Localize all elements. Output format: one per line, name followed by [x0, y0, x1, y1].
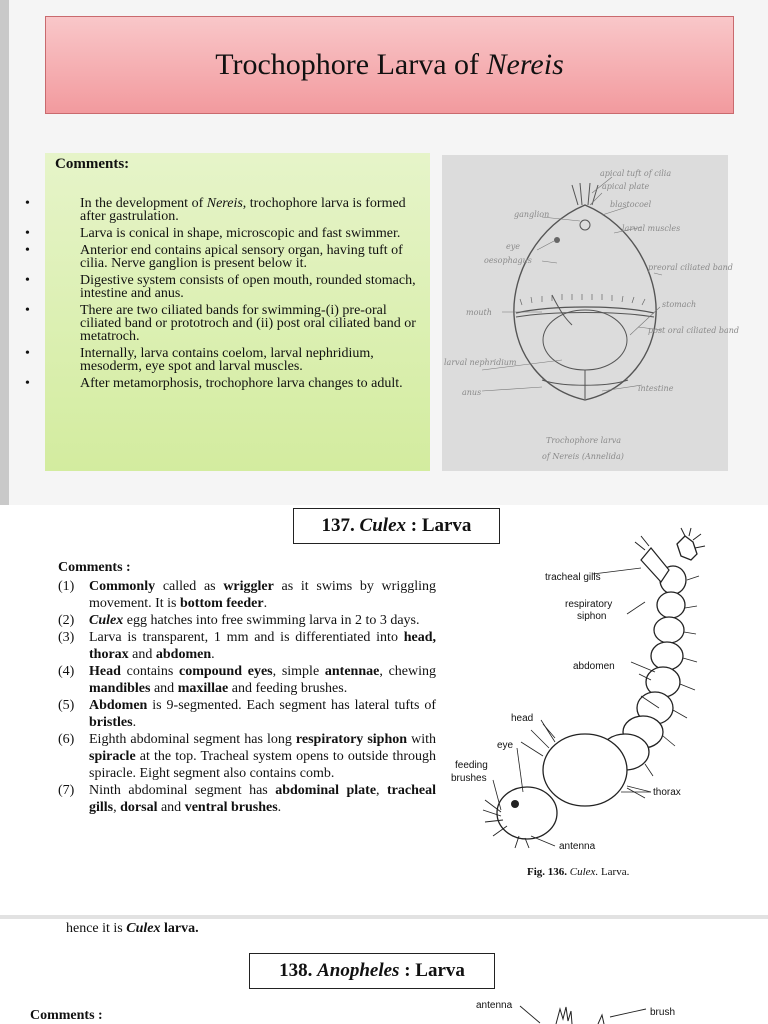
- comment-emphasis: antennae: [324, 664, 380, 679]
- comment-emphasis: abdomen: [155, 647, 212, 662]
- comment-emphasis: Abdomen: [89, 698, 148, 713]
- fig-label-oesophagus: oesophagus: [484, 256, 532, 265]
- comment-item: [58, 612, 436, 629]
- comment-item: [58, 663, 436, 697]
- bullet-dot: •: [25, 346, 30, 361]
- bullet-dot: •: [25, 376, 30, 391]
- bullet-text-italic: Nereis: [206, 196, 243, 211]
- comment-emphasis: maxillae: [177, 681, 229, 696]
- trochophore-larva-figure: [442, 155, 740, 471]
- comment-text: and feeding brushes.: [228, 681, 348, 696]
- fig-label-larval-muscles: larval muscles: [622, 224, 681, 233]
- fig-label-blastocoel: blastocoel: [610, 200, 652, 209]
- comment-item: [58, 731, 436, 782]
- comment-text: Eighth abdominal segment has long: [89, 732, 296, 747]
- comment-text: .: [263, 596, 268, 611]
- comment-text: and: [157, 800, 185, 815]
- slide-title: [46, 47, 733, 83]
- heading-rest: Larva: [415, 960, 465, 981]
- comment-text: and: [150, 681, 178, 696]
- culex-comments-list: [58, 578, 436, 816]
- bullet-dot: •: [25, 243, 30, 258]
- anopheles-comments-heading: Comments :: [30, 1008, 103, 1023]
- fig-caption-line2: of Nereis (Annelida): [542, 452, 624, 461]
- fig-caption-number: Fig. 136.: [527, 866, 568, 878]
- fig-label-ganglion: ganglion: [514, 210, 550, 219]
- comment-emphasis: Commonly: [89, 579, 156, 594]
- heading-genus: Culex: [359, 515, 406, 536]
- comment-number: (2): [58, 613, 75, 628]
- bullet-dot: •: [25, 226, 30, 241]
- comment-text: Ninth abdominal segment has: [89, 783, 276, 798]
- comment-text: ,: [113, 800, 121, 815]
- bullet-item: [0, 274, 430, 300]
- bullet-item: [0, 377, 430, 390]
- bullet-item: [0, 244, 430, 270]
- bullet-text: There are two ciliated bands for swimming-(i) pre-oral ciliated band or prototroch and (ii) post oral ciliated band or metatroch.: [80, 303, 416, 344]
- anopheles-larva-figure: [470, 995, 710, 1024]
- fig-label-anus: anus: [462, 388, 482, 397]
- hence-prefix: hence it is: [66, 921, 127, 936]
- slide-title-prefix: Trochophore Larva of: [215, 48, 480, 81]
- anopheles-section-heading: [249, 953, 495, 989]
- comment-item: [58, 697, 436, 731]
- comment-emphasis: spiracle: [89, 749, 136, 764]
- fig-label-apical-plate: apical plate: [602, 182, 650, 191]
- comment-emphasis: ventral brushes: [184, 800, 278, 815]
- fig-label-brush: brush: [650, 1007, 676, 1018]
- hence-line: [66, 921, 199, 937]
- heading-rest: Larva: [421, 515, 472, 536]
- fig-label-preoral-band: preoral ciliated band: [648, 263, 733, 272]
- comment-item: [58, 782, 436, 816]
- bullet-text: After metamorphosis, trochophore larva changes to adult.: [80, 376, 403, 391]
- trochophore-slide: [0, 0, 768, 505]
- bullet-item: [0, 347, 430, 373]
- comment-text: , simple: [272, 664, 325, 679]
- culex-figure-caption: [527, 866, 629, 878]
- comment-number: (3): [58, 630, 75, 645]
- comment-text: is 9-segmented. Each segment has lateral tufts of: [147, 698, 436, 713]
- comment-text: at the top. Tracheal system opens to outside through spiracle. Eight segment also contains comb.: [89, 749, 436, 781]
- fig-label-thorax: thorax: [653, 787, 681, 798]
- fig-label-stomach: stomach: [662, 300, 697, 309]
- comment-emphasis: mandibles: [89, 681, 151, 696]
- bullet-text: , trochophore larva is formed after gastrulation.: [80, 196, 406, 224]
- comment-text: , chewing: [379, 664, 436, 679]
- bullet-item: [0, 227, 430, 240]
- comment-text: Larva is transparent, 1 mm and is differentiated into: [89, 630, 404, 645]
- comment-emphasis: compound eyes: [178, 664, 273, 679]
- comment-emphasis: abdominal plate: [275, 783, 377, 798]
- fig-label-abdomen: abdomen: [573, 661, 615, 672]
- bullet-text: Digestive system consists of open mouth, rounded stomach, intestine and anus.: [80, 273, 416, 301]
- bullet-dot: •: [25, 273, 30, 288]
- fig-label-larval-nephridium: larval nephridium: [444, 358, 517, 367]
- fig-label-head: head: [511, 713, 534, 724]
- bullet-text: Internally, larva contains coelom, larval nephridium, mesoderm, eye spot and larval muscles.: [80, 346, 374, 374]
- heading-genus: Anopheles: [317, 960, 400, 981]
- fig-label-tracheal-gills: tracheal gills: [545, 572, 601, 583]
- comment-emphasis: respiratory siphon: [295, 732, 408, 747]
- comment-number: (5): [58, 698, 75, 713]
- comment-text: called as: [155, 579, 224, 594]
- page-divider: [0, 915, 768, 919]
- comment-emphasis: bristles: [89, 715, 133, 730]
- comment-text: .: [211, 647, 215, 662]
- heading-number: 137.: [321, 515, 355, 536]
- fig-label-eye: eye: [506, 242, 520, 251]
- heading-number: 138.: [279, 960, 313, 981]
- comment-emphasis: head, thorax: [89, 630, 436, 662]
- comment-text: and: [128, 647, 156, 662]
- comment-text: egg hatches into free swimming larva in 2 to 3 days.: [123, 613, 420, 628]
- fig-label-antenna: antenna: [476, 1000, 513, 1011]
- comment-emphasis: tracheal gills: [89, 783, 436, 815]
- comment-number: (6): [58, 732, 75, 747]
- comment-text: contains: [120, 664, 179, 679]
- bullet-text: In the development of: [80, 196, 207, 211]
- hence-genus: Culex: [126, 921, 161, 936]
- comment-text: with: [407, 732, 436, 747]
- comment-item: [58, 578, 436, 612]
- bullet-item: [0, 197, 430, 223]
- comment-text: as it swims by wriggling movement. It is: [89, 579, 436, 611]
- fig-label-intestine: intestine: [638, 384, 674, 393]
- bullet-text: Anterior end contains apical sensory organ, having tuft of cilia. Nerve ganglion is present below it.: [80, 243, 403, 271]
- fig-label-apical-tuft: apical tuft of cilia: [600, 169, 672, 178]
- bullet-text: Larva is conical in shape, microscopic and fast swimmer.: [80, 226, 401, 241]
- comment-text: ,: [376, 783, 388, 798]
- comment-emphasis: dorsal: [120, 800, 158, 815]
- comment-text: .: [132, 715, 137, 730]
- comment-emphasis: Head: [89, 664, 121, 679]
- slide-title-banner: [45, 16, 734, 114]
- culex-larva-figure: [445, 530, 715, 870]
- heading-separator: :: [404, 960, 411, 981]
- hence-suffix: larva.: [164, 921, 199, 936]
- fig-label-feeding: feeding: [455, 760, 488, 771]
- comment-text: .: [277, 800, 282, 815]
- comments-bullet-list: [0, 197, 430, 394]
- comment-number: (4): [58, 664, 75, 679]
- slide-title-genus: Nereis: [486, 48, 564, 81]
- comment-emphasis: Culex: [89, 613, 124, 628]
- fig-caption-rest: Larva.: [600, 866, 630, 878]
- fig-label-antenna: antenna: [559, 841, 596, 852]
- fig-caption-line1: Trochophore larva: [546, 436, 622, 445]
- comment-emphasis: wriggler: [223, 579, 274, 594]
- bullet-dot: •: [25, 303, 30, 318]
- culex-comments-heading: Comments :: [58, 560, 131, 575]
- fig-label-respiratory: respiratory: [565, 599, 613, 610]
- fig-label-eye: eye: [497, 740, 514, 751]
- comments-heading: Comments:: [55, 156, 130, 172]
- comment-number: (1): [58, 579, 75, 594]
- comment-emphasis: bottom feeder: [180, 596, 264, 611]
- bullet-dot: •: [25, 196, 30, 211]
- fig-label-siphon: siphon: [577, 611, 607, 622]
- fig-label-postoral-band: post oral ciliated band: [648, 326, 740, 335]
- fig-caption-genus: Culex.: [569, 866, 599, 878]
- fig-label-mouth: mouth: [466, 308, 492, 317]
- bullet-item: [0, 304, 430, 343]
- comment-number: (7): [58, 783, 75, 798]
- fig-label-brushes: brushes: [451, 773, 487, 784]
- comment-item: [58, 629, 436, 663]
- heading-separator: :: [410, 515, 418, 536]
